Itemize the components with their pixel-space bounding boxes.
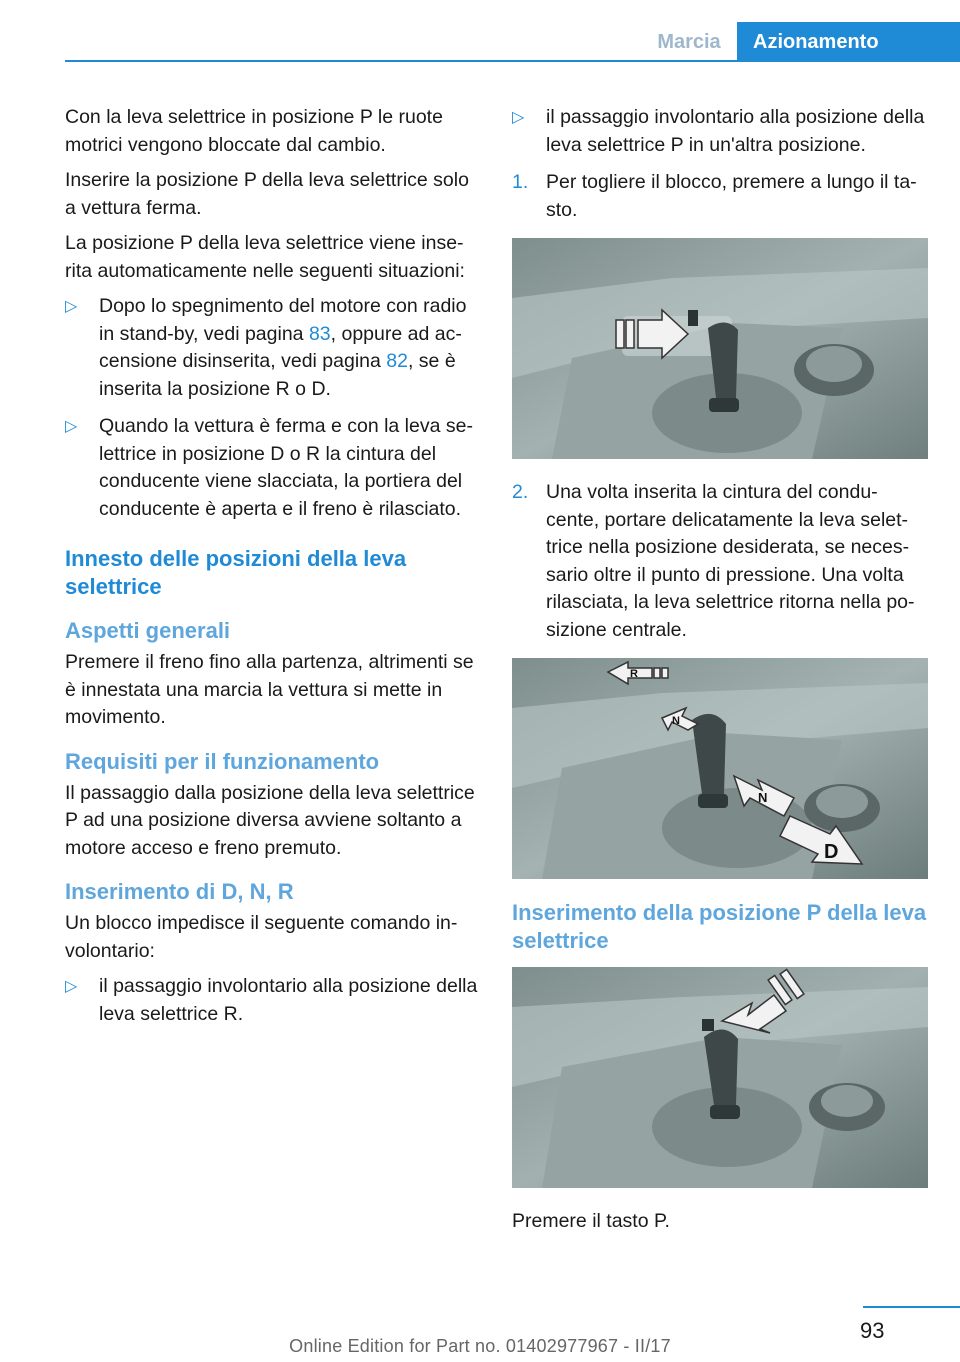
triangle-right-icon: ▷ — [512, 109, 525, 126]
footer-edition: Online Edition for Part no. 01402977967 - II/17 — [289, 1336, 671, 1356]
step-number: 1. — [512, 171, 529, 193]
paragraph-general: Premere il freno fino alla partenza, altrimenti se è innestata una marcia la vettura si mette in movimento. — [65, 651, 474, 728]
gear-selector-photo-unlock — [512, 238, 928, 459]
bullet-text: Quando la vettura è ferma e con la leva se-lettrice in posizione D o R la cintura del conducente viene slacciata, la portiera del conducente è aperta e il freno è rilasciato. — [99, 415, 473, 520]
footer-rule — [863, 1306, 960, 1308]
header-rule — [65, 60, 960, 62]
auto-p-list — [65, 293, 480, 523]
triangle-right-icon: ▷ — [65, 298, 78, 315]
paragraph-intro: Con la leva selettrice in posizione P le ruote motrici vengono bloccate dal cambio. — [65, 106, 443, 156]
shift-label-d: D — [824, 841, 839, 863]
triangle-right-icon: ▷ — [65, 418, 78, 435]
bullet-text-part: , se è inserita la posizione R o D. — [99, 350, 456, 400]
shift-label-r: R — [630, 668, 638, 680]
shift-label-n-down: N — [758, 790, 768, 805]
bullet-text: il passaggio involontario alla posizione della leva selettrice R. — [99, 975, 478, 1025]
right-column — [512, 104, 928, 1244]
header-tab-marcia[interactable]: Marcia — [657, 31, 721, 53]
left-column — [65, 104, 480, 1042]
subheading-dnr: Inserimento di D, N, R — [65, 879, 294, 904]
header-tab-azionamento[interactable]: Azionamento — [737, 22, 960, 62]
page-number: 93 — [860, 1318, 885, 1343]
list-item — [65, 293, 480, 403]
section-heading: Innesto delle posizioni della leva selettrice — [65, 546, 407, 599]
page-link-83[interactable]: 83 — [308, 322, 331, 345]
paragraph-dnr: Un blocco impedisce il seguente comando in-volontario: — [65, 912, 458, 962]
paragraph-auto: La posizione P della leva selettrice viene inse-rita automaticamente nelle seguenti situazioni: — [65, 232, 465, 282]
list-item — [65, 973, 480, 1028]
gear-selector-photo-park — [512, 967, 928, 1188]
subheading-requirements: Requisiti per il funzionamento — [65, 748, 380, 774]
lock-list — [65, 973, 480, 1028]
gear-selector-photo-shift — [512, 658, 928, 879]
paragraph-press-p: Premere il tasto P. — [512, 1210, 670, 1232]
lock-list-cont — [512, 104, 928, 224]
step-item — [512, 169, 928, 224]
step-item — [512, 479, 928, 644]
bullet-text-part: Dopo lo spegnimento del motore con radio in stand-by, vedi pagina — [99, 295, 467, 345]
subheading-general: Aspetti generali — [65, 618, 231, 643]
paragraph-requirements: Il passaggio dalla posizione della leva selettrice P ad una posizione diversa avviene soltanto a motore acceso e freno premuto. — [65, 781, 475, 859]
steps-list — [512, 479, 928, 644]
paragraph-stop: Inserire la posizione P della leva selettrice solo a vettura ferma. — [65, 169, 469, 219]
step-text: Una volta inserita la cintura del condu-cente, portare delicatamente la leva selet-trice nella posizione desiderata, se neces-sario oltre il punto di pressione. Una volta rilasciata, la leva selettrice ritorna nella po-sizione centrale. — [546, 481, 915, 641]
step-text: Per togliere il blocco, premere a lungo il ta-sto. — [546, 171, 917, 221]
list-item — [512, 104, 928, 159]
triangle-right-icon: ▷ — [65, 978, 78, 995]
page-link-82[interactable]: 82 — [386, 350, 408, 372]
step-number: 2. — [512, 481, 529, 503]
subheading-position-p: Inserimento della posizione P della leva selettrice — [512, 900, 927, 953]
bullet-text: il passaggio involontario alla posizione della leva selettrice P in un'altra posizione. — [546, 106, 925, 156]
shift-label-n-up: N — [672, 715, 680, 727]
bullet-text-part: , oppure ad ac-censione disinserita, vedi pagina — [99, 322, 462, 372]
list-item — [65, 413, 480, 523]
